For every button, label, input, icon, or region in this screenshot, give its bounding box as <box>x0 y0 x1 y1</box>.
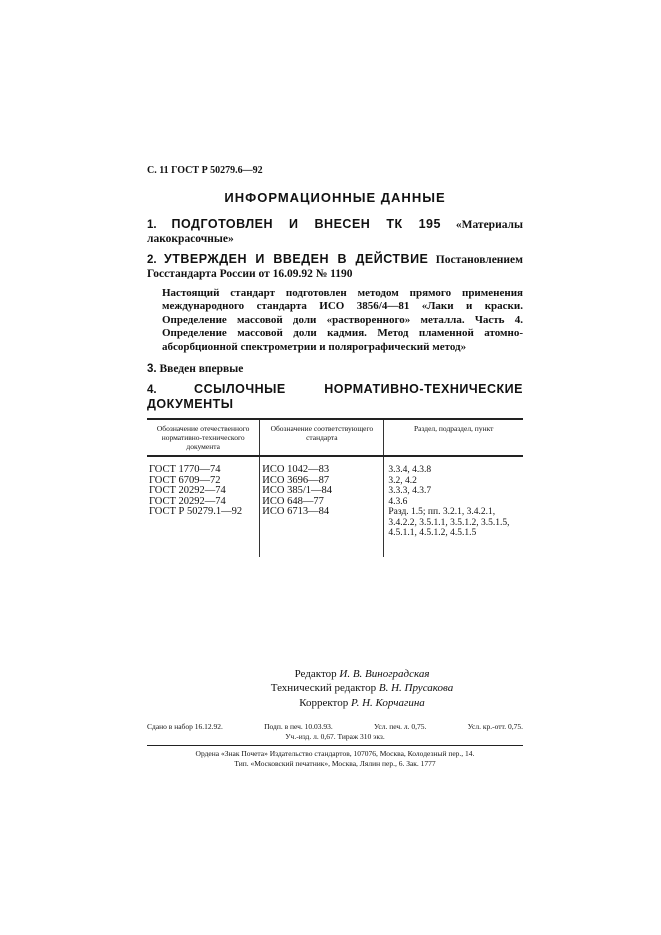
reference-table <box>147 418 523 557</box>
editors-block <box>147 667 577 711</box>
col-header-domestic: Обозначение отечественного нормативно-технического документа <box>147 419 260 456</box>
imprint-print-info: Сдано в набор 16.12.92. Подп. в печ. 10.03.93. Усл. печ. л. 0,75. Усл. кр.-отт. 0,75. Уч.-изд. л. 0,67. Тираж 310 экз. <box>147 722 523 741</box>
divider <box>147 745 523 746</box>
item-2: 2. УТВЕРЖДЕН И ВВЕДЕН В ДЕЙСТВИЕ Постановлением Госстандарта России от 16.09.92 № 1190 <box>147 252 523 280</box>
col-domestic: ГОСТ 1770—74 ГОСТ 6709—72 ГОСТ 20292—74 ГОСТ 20292—74 ГОСТ Р 50279.1—92 <box>149 464 243 518</box>
imprint-publisher: Ордена «Знак Почета» Издательство стандартов, 107076, Москва, Колодезный пер., 14. Тип. «Московский печатник», Москва, Лялин пер., 6. Зак. 1777 <box>195 749 475 768</box>
editor: Редактор И. В. Виноградская <box>294 667 430 680</box>
col-iso: ИСО 1042—83 ИСО 3696—87 ИСО 385/1—84 ИСО 648—77 ИСО 6713—84 <box>260 456 384 557</box>
item-1: 1. ПОДГОТОВЛЕН И ВНЕСЕН ТК 195 «Материалы лакокрасочные» <box>147 217 523 245</box>
item-4: 4. ССЫЛОЧНЫЕ НОРМАТИВНО-ТЕХНИЧЕСКИЕ ДОКУМЕНТЫ <box>147 382 523 412</box>
page-header: С. 11 ГОСТ Р 50279.6—92 <box>147 165 263 176</box>
col-section: 3.3.4, 4.3.8 3.2, 4.2 3.3.3, 4.3.7 4.3.6 Разд. 1.5; пп. 3.2.1, 3.4.2.1, 3.4.2.2, 3.5.1.1, 3.5.1.2, 3.5.1.5, 4.5.1.1, 4.5.1.2, 4.5.1.5 <box>384 456 523 557</box>
tech-editor: Технический редактор В. Н. Прусакова <box>270 682 454 695</box>
page-column <box>147 165 523 768</box>
col-header-section: Раздел, подраздел, пункт <box>384 419 523 456</box>
item-3: 3. Введен впервые <box>147 363 244 376</box>
corrector: Корректор Р. Н. Корчагина <box>299 696 425 709</box>
col-header-iso: Обозначение соответствующего стандарта <box>260 419 384 456</box>
section-title: ИНФОРМАЦИОННЫЕ ДАННЫЕ <box>224 190 446 205</box>
standard-paragraph: Настоящий стандарт подготовлен методом прямого применения международного стандарта ИСО 3856/4—81 «Лаки и краски. Определение массовой доли «растворенного» металла. Часть 4. Определение массовой доли кадмия. Метод пламенной атомно-абсорбционной спектрометрии и полярографический метод» <box>162 287 523 353</box>
